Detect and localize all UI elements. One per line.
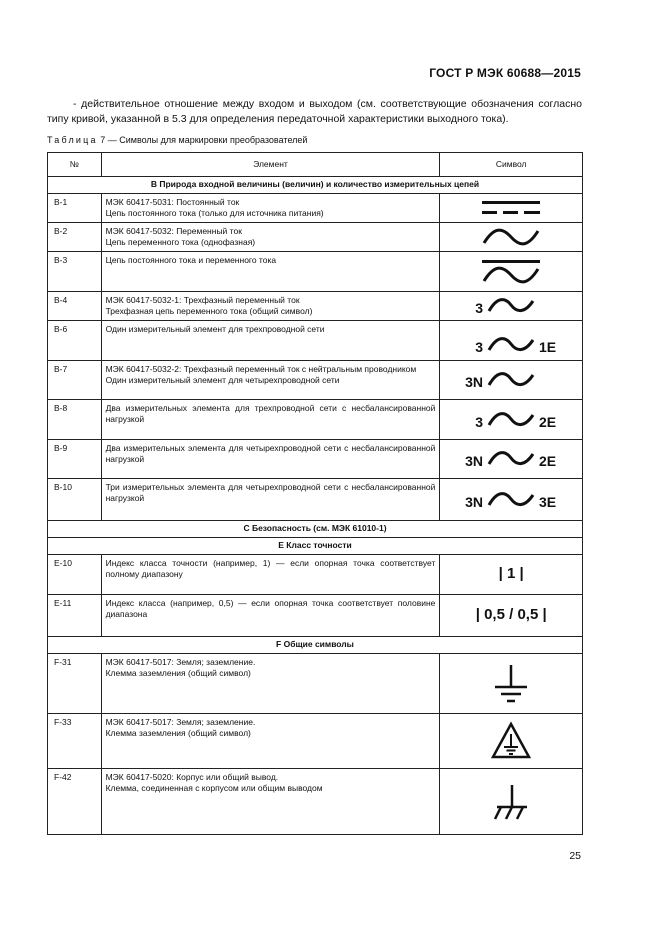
- table-row: [48, 223, 583, 252]
- symbols-table: [47, 152, 583, 835]
- row-number: B-7: [48, 361, 102, 400]
- symbol-left-label: 3: [475, 413, 484, 430]
- table-row: [48, 361, 583, 400]
- row-number: B-1: [48, 194, 102, 223]
- dc-icon: [476, 197, 546, 219]
- section-heading-e: E Класс точности: [48, 538, 583, 555]
- table-row: [48, 252, 583, 292]
- document-header: ГОСТ Р МЭК 60688—2015: [429, 66, 581, 80]
- row-description-line: МЭК 60417-5032-2: Трехфазный переменный ток с нейтральным проводником Один измерительный элемент для четырехпроводной сети: [105, 364, 417, 385]
- row-description: [101, 400, 440, 440]
- table-row: [48, 292, 583, 321]
- row-description: [101, 654, 440, 714]
- table-row: [48, 714, 583, 769]
- symbol-cell: [440, 555, 583, 595]
- row-description-line: Один измерительный элемент для трехпроводной сети: [105, 324, 325, 334]
- column-header-symbol: Символ: [440, 153, 583, 177]
- row-number: E-11: [48, 595, 102, 637]
- symbol-left-label: 3: [475, 339, 484, 355]
- table-row: [48, 595, 583, 637]
- earth-icon: [489, 661, 533, 707]
- table-row: [48, 440, 583, 479]
- symbol-cell: [440, 252, 583, 292]
- symbol-left-label: 3N: [465, 453, 484, 469]
- intro-paragraph: - действительное отношение между входом и выходом (см. соответствующие обозначения согласно типу кривой, указанной в 5.3 для определения передаточной характеристики выходного тока).: [47, 98, 582, 125]
- symbol-cell: [440, 321, 583, 361]
- accuracy-class-symbol: | 1 |: [498, 565, 524, 582]
- symbol-cell: [440, 440, 583, 479]
- three-phase-neutral-3e-icon: [451, 487, 571, 513]
- row-number: F-31: [48, 654, 102, 714]
- symbol-cell: [440, 223, 583, 252]
- symbol-right-label: 2E: [539, 453, 557, 469]
- chassis-icon: [489, 779, 533, 825]
- row-description-line: МЭК 60417-5032: Переменный ток Цепь переменного тока (однофазная): [105, 226, 256, 247]
- symbol-cell: [440, 361, 583, 400]
- three-phase-2e-icon: [451, 407, 571, 433]
- caption-text: 7 — Символы для маркировки преобразователей: [100, 135, 308, 145]
- row-description-line: Индекс класса (например, 0,5) — если опорная точка соответствует половине диапазона: [105, 598, 436, 619]
- accuracy-class-symbol: | 0,5 / 0,5 |: [475, 606, 547, 623]
- symbol-right-label: 1E: [539, 339, 557, 355]
- symbol-left-label: 3: [475, 300, 484, 316]
- symbol-cell: [440, 714, 583, 769]
- table-row: [48, 400, 583, 440]
- three-phase-1e-icon: [451, 332, 571, 358]
- three-phase-neutral-2e-icon: [451, 446, 571, 472]
- table-row: [48, 321, 583, 361]
- row-number: B-2: [48, 223, 102, 252]
- ac-icon: [476, 225, 546, 249]
- warning-triangle-icon: [489, 720, 533, 762]
- row-number: B-10: [48, 479, 102, 521]
- section-heading-c: C Безопасность (см. МЭК 61010-1): [48, 521, 583, 538]
- row-description-line: МЭК 60417-5017: Земля; заземление. Клемма заземления (общий символ): [105, 657, 256, 678]
- row-description-line: Три измерительных элемента для четырехпроводной сети с несбалансированной нагрузкой: [105, 482, 436, 503]
- symbol-right-label: 3E: [539, 493, 557, 510]
- row-description-line: МЭК 60417-5020: Корпус или общий вывод. Клемма, соединенная с корпусом или общим выводом: [105, 772, 323, 793]
- symbol-cell: [440, 292, 583, 321]
- section-heading-b: B Природа входной величины (величин) и количество измерительных цепей: [48, 177, 583, 194]
- row-description-line: Два измерительных элемента для четырехпроводной сети с несбалансированной нагрузкой: [105, 443, 436, 464]
- symbol-cell: [440, 769, 583, 835]
- table-row: [48, 769, 583, 835]
- row-description: [101, 440, 440, 479]
- symbol-cell: [440, 194, 583, 223]
- three-phase-neutral-icon: [451, 367, 571, 393]
- row-number: B-9: [48, 440, 102, 479]
- row-description: [101, 252, 440, 292]
- table-header-row: [48, 153, 583, 177]
- symbol-right-label: 2E: [539, 413, 557, 430]
- row-description: [101, 223, 440, 252]
- section-heading-f: F Общие символы: [48, 637, 583, 654]
- column-header-element: Элемент: [101, 153, 440, 177]
- row-description: [101, 194, 440, 223]
- three-phase-icon: [451, 293, 571, 319]
- row-description-line: МЭК 60417-5017: Земля; заземление. Клемма заземления (общий символ): [105, 717, 256, 738]
- row-description: [101, 479, 440, 521]
- symbol-cell: [440, 595, 583, 637]
- symbol-cell: [440, 400, 583, 440]
- row-description-line: Индекс класса точности (например, 1) — если опорная точка соответствует полному диапазону: [105, 558, 436, 579]
- table-row: [48, 194, 583, 223]
- row-number: E-10: [48, 555, 102, 595]
- row-description-line: МЭК 60417-5031: Постоянный ток Цепь постоянного тока (только для источника питания): [105, 197, 324, 218]
- row-number: B-8: [48, 400, 102, 440]
- dc-ac-icon: [476, 257, 546, 287]
- row-description: [101, 361, 440, 400]
- row-description-line: МЭК 60417-5032-1: Трехфазный переменный ток Трехфазная цепь переменного тока (общий символ): [105, 295, 313, 316]
- row-number: B-3: [48, 252, 102, 292]
- row-description: [101, 555, 440, 595]
- symbol-cell: [440, 479, 583, 521]
- symbol-left-label: 3N: [465, 374, 484, 390]
- row-description: [101, 321, 440, 361]
- row-number: B-6: [48, 321, 102, 361]
- symbol-cell: [440, 654, 583, 714]
- table-row: [48, 479, 583, 521]
- row-description-line: Два измерительных элемента для трехпроводной сети с несбалансированной нагрузкой: [105, 403, 436, 424]
- row-number: B-4: [48, 292, 102, 321]
- column-header-number: №: [48, 153, 102, 177]
- symbol-left-label: 3N: [465, 493, 484, 510]
- row-description: [101, 292, 440, 321]
- row-description-line: Цепь постоянного тока и переменного тока: [105, 255, 277, 265]
- table-row: [48, 654, 583, 714]
- row-number: F-42: [48, 769, 102, 835]
- page-number: 25: [569, 850, 581, 862]
- row-number: F-33: [48, 714, 102, 769]
- table-row: [48, 555, 583, 595]
- caption-label: Таблица: [47, 135, 98, 145]
- row-description: [101, 769, 440, 835]
- row-description: [101, 714, 440, 769]
- table-caption: [47, 135, 307, 145]
- row-description: [101, 595, 440, 637]
